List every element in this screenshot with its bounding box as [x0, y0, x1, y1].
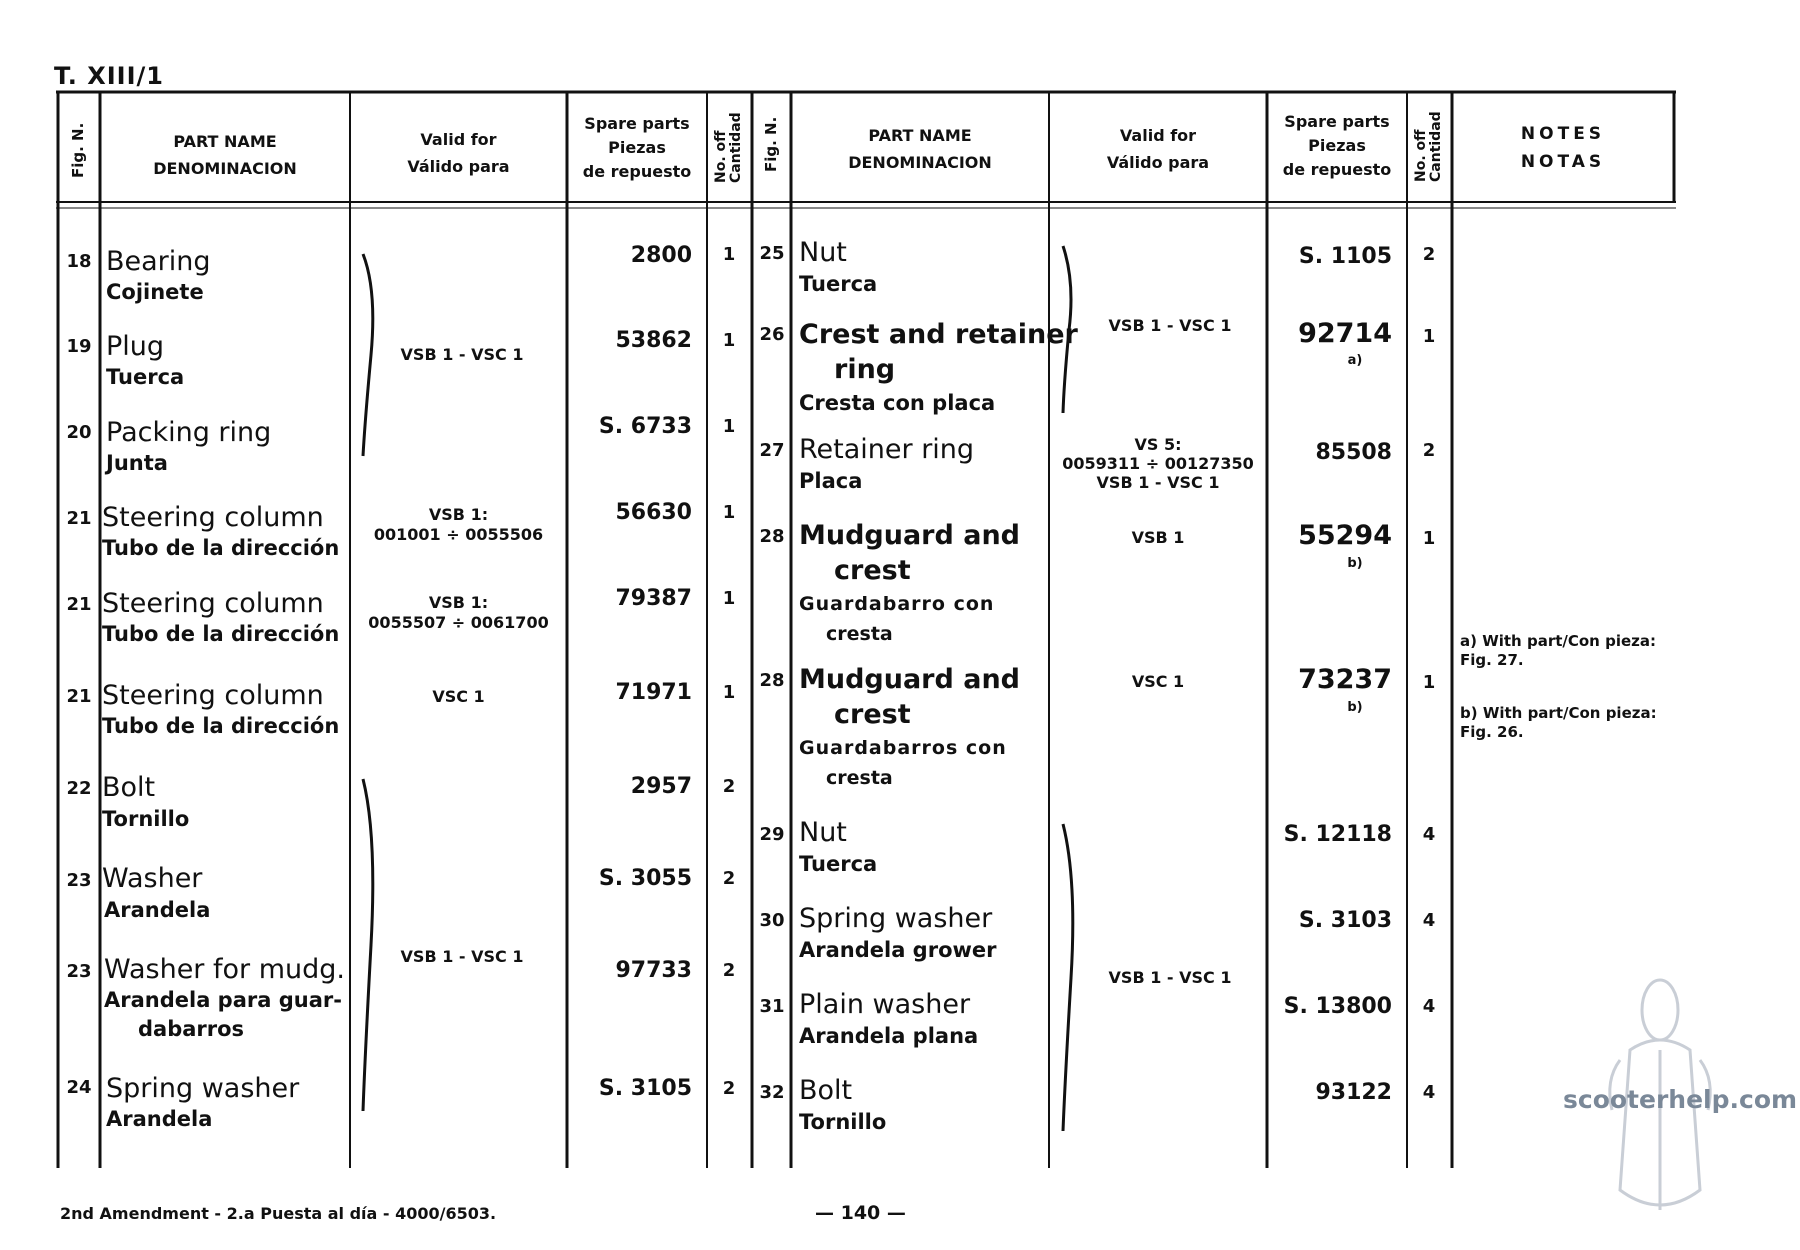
- header-part-name-left: PART NAME DENOMINACION: [153, 132, 297, 178]
- valid-for: VSB 1: [1131, 528, 1185, 547]
- header-qty-left: No. off Cantidad: [713, 112, 744, 183]
- header-fig-left: Fig. N.: [69, 122, 87, 178]
- valid-for-group: VSB 1 - VSC 1: [400, 345, 524, 364]
- valid-for: VS 5: 0059311 ÷ 00127350 VSB 1 - VSC 1: [1062, 435, 1254, 492]
- header-valid-left: Valid for Válido para: [407, 130, 510, 176]
- header-qty-right: No. off Cantidad: [1413, 111, 1444, 182]
- footer-amendment: 2nd Amendment - 2.a Puesta al día - 4000/6503.: [60, 1204, 497, 1223]
- watermark-text: scooterhelp.com: [1563, 1085, 1798, 1114]
- header-spare-right: Spare parts Piezas de repuesto: [1282, 112, 1392, 179]
- page-number: — 140 —: [815, 1202, 906, 1224]
- header-notes: NOTES NOTAS: [1520, 124, 1606, 172]
- header-spare-left: Spare parts Piezas de repuesto: [582, 114, 692, 181]
- valid-for: VSB 1: 0055507 ÷ 0061700: [368, 593, 549, 632]
- valid-for: VSC 1: [432, 687, 485, 706]
- brace: [355, 775, 385, 1115]
- brace: [355, 250, 385, 460]
- header-valid-right: Valid for Válido para: [1106, 126, 1210, 172]
- note-b: b) With part/Con pieza: Fig. 26.: [1460, 704, 1657, 741]
- note-a: a) With part/Con pieza: Fig. 27.: [1460, 632, 1656, 669]
- valid-for-group: VSB 1 - VSC 1: [1108, 316, 1232, 335]
- header-part-name-right: PART NAME DENOMINACION: [848, 126, 992, 172]
- valid-for: VSB 1: 001001 ÷ 0055506: [373, 505, 544, 544]
- valid-for-group: VSB 1 - VSC 1: [1108, 968, 1232, 987]
- page-title: T. XIII/1: [54, 62, 164, 90]
- header-fig-right: Fig. N.: [762, 116, 780, 172]
- valid-for: VSC 1: [1131, 672, 1185, 691]
- valid-for-group: VSB 1 - VSC 1: [400, 947, 524, 966]
